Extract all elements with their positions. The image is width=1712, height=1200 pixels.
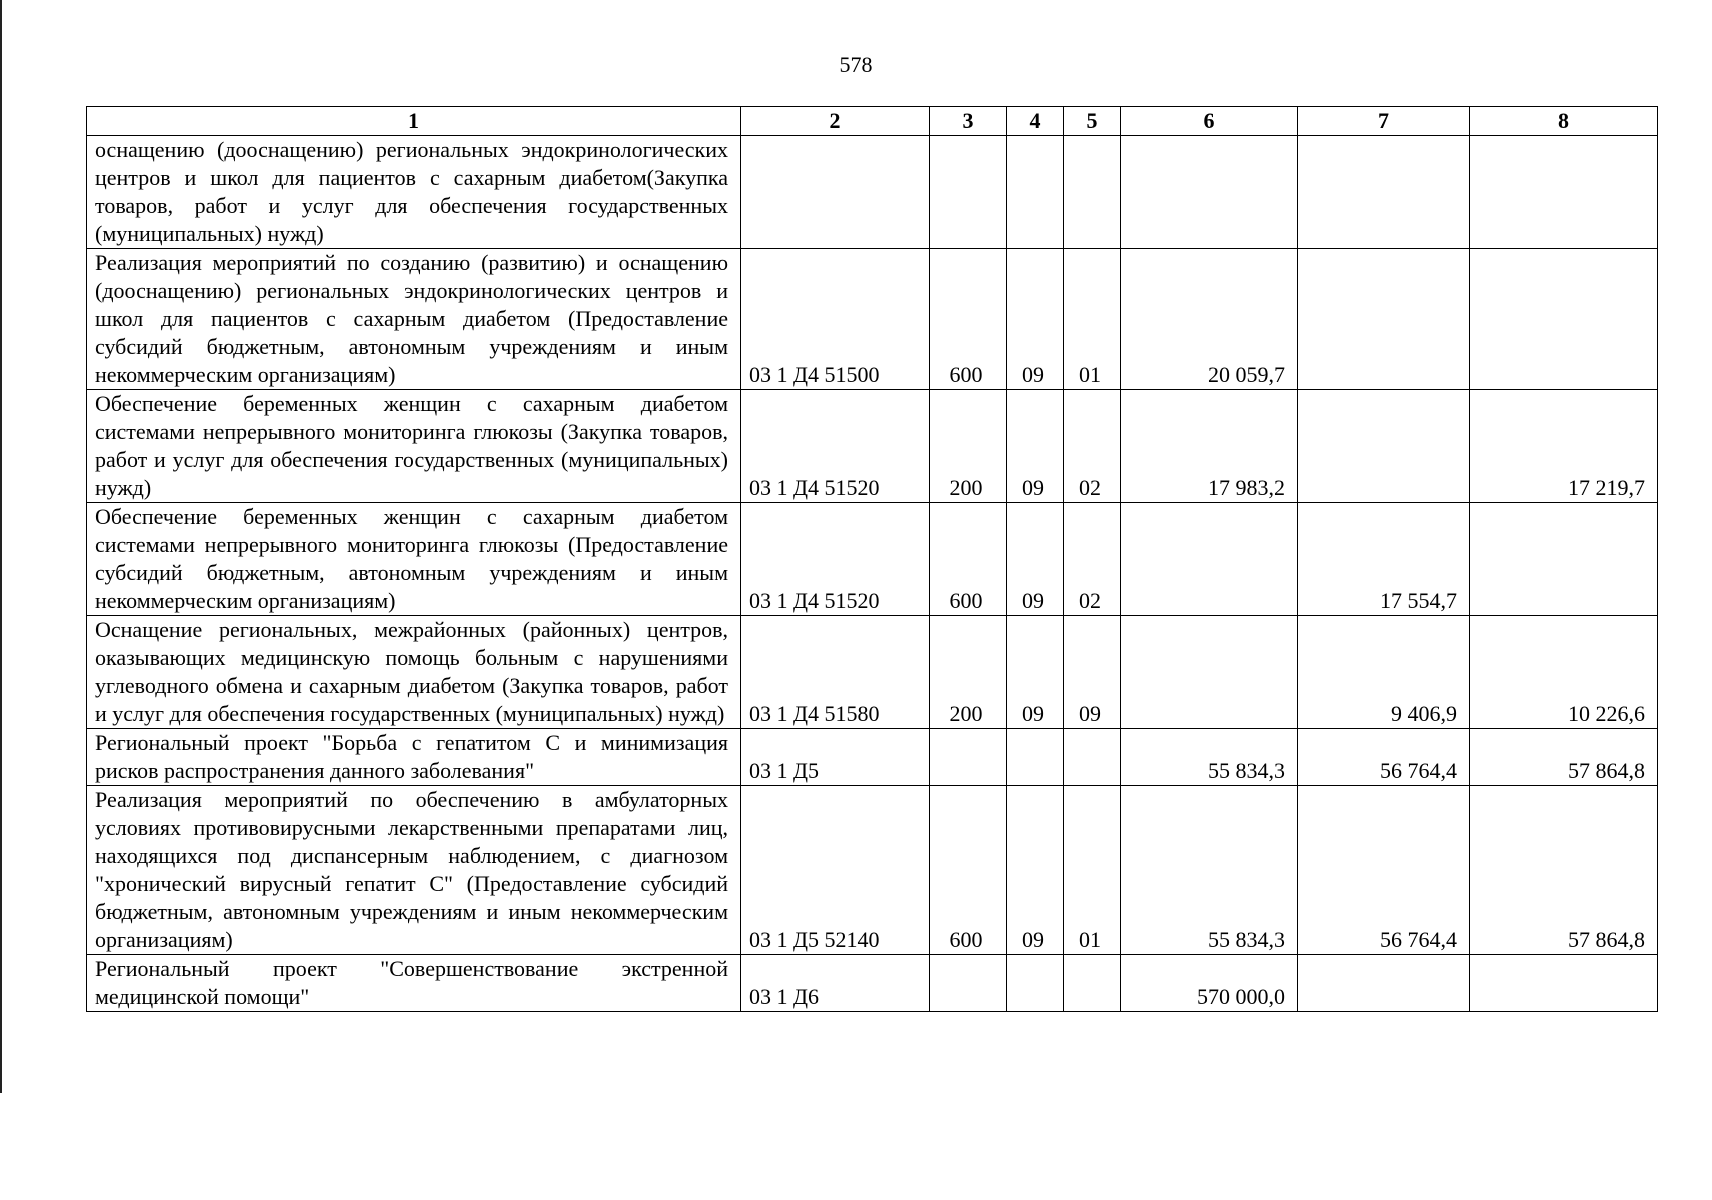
section: 09 (1007, 390, 1064, 503)
row-description: Обеспечение беременных женщин с сахарным диабетом системами непрерывного мониторинга глюкозы (Закупка товаров, работ и услуг для обеспечения государственных (муниципальных) нужд) (87, 390, 741, 503)
column-header: 3 (930, 107, 1007, 136)
subsection: 02 (1064, 390, 1121, 503)
column-header: 5 (1064, 107, 1121, 136)
section: 09 (1007, 616, 1064, 729)
row-description: Реализация мероприятий по обеспечению в амбулаторных условиях противовирусными лекарственными препаратами лиц, находящихся под диспансерным наблюдением, с диагнозом "хронический вирусный гепатит С" (Предоставление субсидий бюджетным, автономным учреждениям и иным некоммерческим организациям) (87, 786, 741, 955)
table-row (87, 136, 1658, 249)
amount-col7: 56 764,4 (1298, 786, 1470, 955)
section (1007, 955, 1064, 1012)
expense-type: 600 (930, 249, 1007, 390)
target-code: 03 1 Д5 52140 (741, 786, 930, 955)
row-description: оснащению (дооснащению) региональных эндокринологических центров и школ для пациентов с сахарным диабетом(Закупка товаров, работ и услуг для обеспечения государственных (муниципальных) нужд) (87, 136, 741, 249)
section: 09 (1007, 249, 1064, 390)
amount-col8 (1470, 136, 1658, 249)
amount-col6: 570 000,0 (1121, 955, 1298, 1012)
amount-col8: 57 864,8 (1470, 786, 1658, 955)
amount-col7: 17 554,7 (1298, 503, 1470, 616)
table-row (87, 390, 1658, 503)
row-description: Региональный проект "Совершенствование экстренной медицинской помощи" (87, 955, 741, 1012)
header-row (87, 107, 1658, 136)
target-code: 03 1 Д6 (741, 955, 930, 1012)
column-header: 4 (1007, 107, 1064, 136)
column-header: 7 (1298, 107, 1470, 136)
amount-col7 (1298, 136, 1470, 249)
target-code: 03 1 Д5 (741, 729, 930, 786)
scan-edge (0, 0, 2, 1093)
row-description: Оснащение региональных, межрайонных (районных) центров, оказывающих медицинскую помощь больным с нарушениями углеводного обмена и сахарным диабетом (Закупка товаров, работ и услуг для обеспечения государственных (муниципальных) нужд) (87, 616, 741, 729)
table-row (87, 955, 1658, 1012)
amount-col6 (1121, 616, 1298, 729)
subsection: 02 (1064, 503, 1121, 616)
table-row (87, 729, 1658, 786)
amount-col6 (1121, 503, 1298, 616)
budget-table (86, 106, 1658, 1012)
subsection (1064, 955, 1121, 1012)
table-row (87, 786, 1658, 955)
subsection (1064, 729, 1121, 786)
amount-col6: 55 834,3 (1121, 786, 1298, 955)
amount-col8: 17 219,7 (1470, 390, 1658, 503)
section: 09 (1007, 503, 1064, 616)
amount-col8 (1470, 955, 1658, 1012)
subsection: 09 (1064, 616, 1121, 729)
subsection (1064, 136, 1121, 249)
amount-col6 (1121, 136, 1298, 249)
table-row (87, 616, 1658, 729)
row-description: Региональный проект "Борьба с гепатитом С и минимизация рисков распространения данного заболевания" (87, 729, 741, 786)
subsection: 01 (1064, 249, 1121, 390)
row-description: Реализация мероприятий по созданию (развитию) и оснащению (дооснащению) региональных эндокринологических центров и школ для пациентов с сахарным диабетом (Предоставление субсидий бюджетным, автономным учреждениям и иным некоммерческим организациям) (87, 249, 741, 390)
amount-col8: 57 864,8 (1470, 729, 1658, 786)
table-row (87, 249, 1658, 390)
amount-col6: 17 983,2 (1121, 390, 1298, 503)
target-code: 03 1 Д4 51520 (741, 390, 930, 503)
column-header: 8 (1470, 107, 1658, 136)
section: 09 (1007, 786, 1064, 955)
expense-type (930, 729, 1007, 786)
section (1007, 729, 1064, 786)
column-header: 6 (1121, 107, 1298, 136)
amount-col6: 55 834,3 (1121, 729, 1298, 786)
table-row (87, 503, 1658, 616)
amount-col7 (1298, 390, 1470, 503)
target-code: 03 1 Д4 51580 (741, 616, 930, 729)
amount-col7: 9 406,9 (1298, 616, 1470, 729)
page-number: 578 (839, 52, 873, 77)
amount-col7 (1298, 955, 1470, 1012)
expense-type: 200 (930, 616, 1007, 729)
subsection: 01 (1064, 786, 1121, 955)
amount-col8 (1470, 503, 1658, 616)
section (1007, 136, 1064, 249)
expense-type: 200 (930, 390, 1007, 503)
target-code (741, 136, 930, 249)
amount-col8 (1470, 249, 1658, 390)
row-description: Обеспечение беременных женщин с сахарным диабетом системами непрерывного мониторинга глюкозы (Предоставление субсидий бюджетным, автономным учреждениям и иным некоммерческим организациям) (87, 503, 741, 616)
expense-type: 600 (930, 503, 1007, 616)
amount-col7 (1298, 249, 1470, 390)
amount-col7: 56 764,4 (1298, 729, 1470, 786)
expense-type (930, 955, 1007, 1012)
amount-col8: 10 226,6 (1470, 616, 1658, 729)
column-header: 2 (741, 107, 930, 136)
expense-type (930, 136, 1007, 249)
target-code: 03 1 Д4 51500 (741, 249, 930, 390)
amount-col6: 20 059,7 (1121, 249, 1298, 390)
expense-type: 600 (930, 786, 1007, 955)
target-code: 03 1 Д4 51520 (741, 503, 930, 616)
column-header: 1 (87, 107, 741, 136)
